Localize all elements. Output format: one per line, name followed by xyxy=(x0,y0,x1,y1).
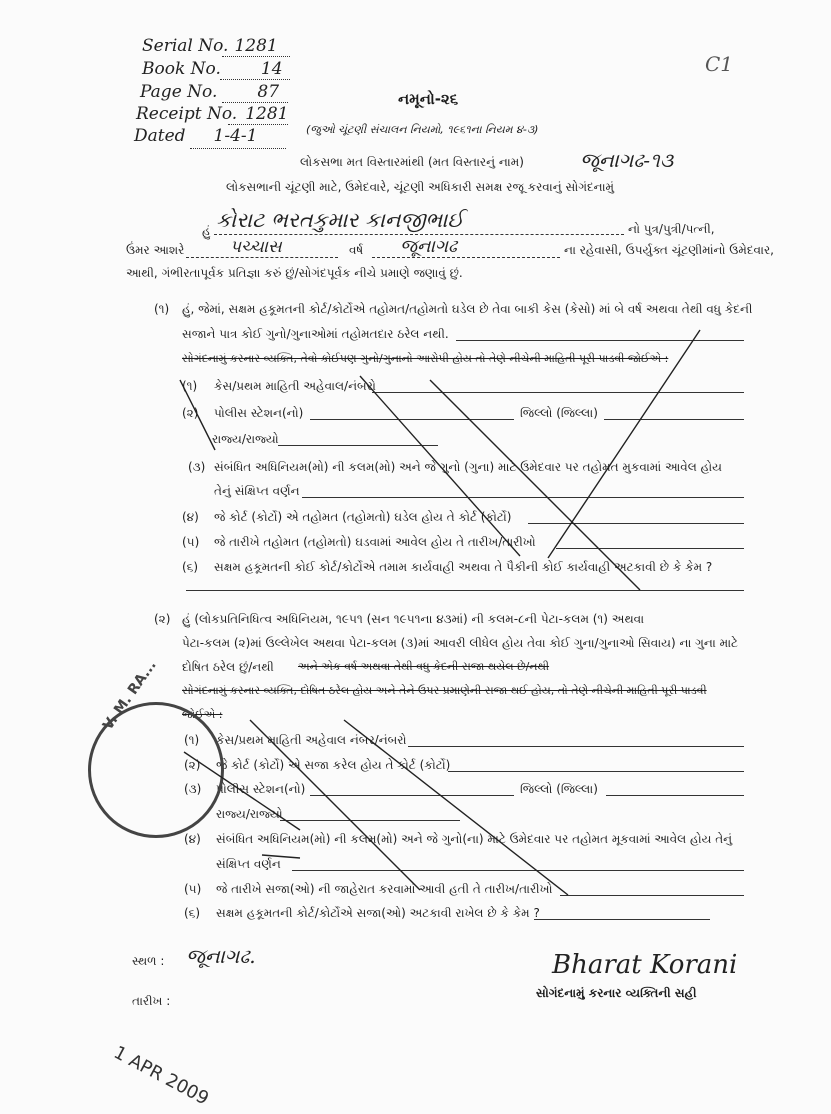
section1-struck: સોગંદનામું કરનાર વ્યક્તિ, તેવો કોઈપણ ગુનો/ગુનાનો આરોપી હોય તો તેણે નીચેની માહિતી પૂરી પાડવી જોઈએ : xyxy=(182,352,669,365)
receipt-value: 1281 xyxy=(245,104,289,124)
section1-line1: હું, જેમાં, સક્ષમ હકૂમતની કોર્ટ/કોર્ટોએ તહોમત/તહોમતો ઘડેલ છે તેવા બાકી કેસ (કેસો) માં બે વર્ષ અથવા તેથી વધુ કેદની xyxy=(182,302,753,316)
place-value: જૂનાગઢ. xyxy=(186,944,256,968)
constituency-value: જૂનાગઢ-૧૩ xyxy=(580,148,674,172)
s2-item5-num: (૫) xyxy=(184,882,202,896)
s2-item1: કેસ/પ્રથમ માહિતી અહેવાલ નંબર/નંબરો xyxy=(216,733,407,747)
oath-line: આથી, ગંભીરતાપૂર્વક પ્રતિજ્ઞા કરું છું/સોગંદપૂર્વક નીચે પ્રમાણે જણાવું છું. xyxy=(126,266,463,280)
s2-state: રાજ્ય/રાજ્યો xyxy=(216,807,283,821)
section2-line1: હું (લોકપ્રતિનિધિત્વ અધિનિયમ, ૧૯૫૧ (સન ૧૯૫૧ના ૪૩માં) ની કલમ-૮ની પેટા-કલમ (૧) અથવા xyxy=(182,612,645,626)
page-label: Page No. xyxy=(140,82,218,102)
section1-number: (૧) xyxy=(154,302,170,316)
s1-item5: જે તારીખે તહોમત (તહોમતો) ઘડવામાં આવેલ હોય તે તારીખ/તારીખો xyxy=(214,535,536,549)
strike-stroke-f xyxy=(250,720,420,890)
s2-item4-desc: સંક્ષિપ્ત વર્ણન xyxy=(216,857,281,871)
s1-item3-desc: તેનું સંક્ષિપ્ત વર્ણન xyxy=(214,484,300,498)
date-stamp: 1 APR 2009 xyxy=(110,1042,213,1110)
section2-line3a: દોષિત ઠરેલ છું/નથી xyxy=(182,660,274,674)
s1-item3: સંબંધિત અધિનિયમ(મો) ની કલમ(મો) અને જે ગુનો (ગુના) માટે ઉમેદવાર પર તહોમત મુકવામાં આવેલ હોય xyxy=(214,460,722,474)
residence-suffix: ના રહેવાસી, ઉપર્યુક્ત ચૂંટણીમાંનો ઉમેદવાર, xyxy=(564,243,774,257)
declarant-name: કોરાટ ભરતકુમાર કાનજીભાઈ xyxy=(216,208,464,232)
strike-stroke-b xyxy=(360,376,520,556)
dated-label: Dated xyxy=(134,126,186,146)
s1-item2: પોલીસ સ્ટેશન(નો) xyxy=(214,406,304,420)
residence-value: જૂનાગઢ xyxy=(400,236,457,257)
s1-item1-num: (૧) xyxy=(182,379,198,393)
s2-item1-num: (૧) xyxy=(184,733,200,747)
s1-item2-num: (૨) xyxy=(182,406,199,420)
strike-stroke-d xyxy=(548,330,700,558)
section2-struck1: સોગંદનામું કરનાર વ્યક્તિ, દોષિત ઠરેલ હોય અને તેને ઉપર પ્રમાણેની સજા થઈ હોય, તો તેણે નીચેની માહિતી પૂરી પાડવી xyxy=(182,684,707,697)
relation-suffix: નો પુત્ર/પુત્રી/પત્ની, xyxy=(628,222,715,236)
section2-number: (૨) xyxy=(154,612,171,626)
s2-item3: પોલીસ સ્ટેશન(નો) xyxy=(216,782,306,796)
declarant-prefix: હું xyxy=(202,224,211,238)
place-label: સ્થળ : xyxy=(132,954,165,968)
s2-item4: સંબંધિત અધિનિયમ(મો) ની કલમ(મો) અને જે ગુનો(ના) માટે ઉમેદવાર પર તહોમત મૂકવામાં આવેલ હોય તેનું xyxy=(216,832,733,846)
signature: Bharat Korani xyxy=(552,950,738,980)
page-value: 87 xyxy=(257,82,280,102)
strike-stroke-a xyxy=(180,380,215,450)
years-label: વર્ષ xyxy=(349,243,364,257)
s1-item5-num: (૫) xyxy=(182,535,200,549)
affidavit-heading: લોકસભાની ચૂંટણી માટે, ઉમેદવારે, ચૂંટણી અધિકારી સમક્ષ રજૂ કરવાનું સોગંદનામું xyxy=(226,180,615,194)
dated-value: 1-4-1 xyxy=(213,126,258,146)
book-value: 14 xyxy=(260,59,283,79)
section2-struck2: જોઈએ : xyxy=(182,708,223,721)
s1-item6-num: (૬) xyxy=(182,560,199,574)
s2-item3-district: જિલ્લો (જિલ્લા) xyxy=(520,782,598,796)
s1-item4-num: (૪) xyxy=(182,510,199,524)
form-title: નમૂનો-૨૬ xyxy=(398,90,459,108)
s2-item5: જે તારીખે સજા(ઓ) ની જાહેરાત કરવામાં આવી હતી તે તારીખ/તારીખો xyxy=(216,882,553,896)
s1-state: રાજ્ય/રાજ્યો xyxy=(212,432,279,446)
section2-line3b: અને એક વર્ષ અથવા તેથી વધુ કેદની સજા થયેલ છે/નથી xyxy=(298,660,550,673)
s2-item4-num: (૪) xyxy=(184,832,201,846)
book-label: Book No. xyxy=(142,59,221,79)
s2-item2-num: (૨) xyxy=(184,758,201,772)
age-label: ઉંમર આશરે xyxy=(126,243,185,257)
seal-text: V. M. RA... xyxy=(100,657,160,734)
receipt-label: Receipt No. xyxy=(136,104,238,124)
strike-stroke-g xyxy=(344,720,568,895)
s2-item2: જે કોર્ટ (કોર્ટો) એ સજા કરેલ હોય તે કોર્ટ (કોર્ટો) xyxy=(216,758,451,772)
s1-item3-num: (૩) xyxy=(188,460,206,474)
strike-stroke-h xyxy=(262,855,300,858)
strike-stroke-c xyxy=(430,380,640,590)
date-label: તારીખ : xyxy=(132,994,171,1008)
serial-value: 1281 xyxy=(234,36,278,56)
s1-item6: સક્ષમ હકૂમતની કોઈ કોર્ટ/કોર્ટોએ તમામ કાર્યવાહી અથવા તે પૈકીની કોઈ કાર્યવાહી અટકાવી છે કે કેમ ? xyxy=(214,560,713,574)
form-subtitle: (જુઓ ચૂંટણી સંચાલન નિયમો, ૧૯૬૧ના નિયમ ૪-૩) xyxy=(306,123,539,136)
s2-item3-num: (૩) xyxy=(184,782,202,796)
age-value: પચ્ચાસ xyxy=(230,237,282,257)
corner-mark: C1 xyxy=(705,52,734,76)
s1-item1: કેસ/પ્રથમ માહિતી અહેવાલ/નંબરો xyxy=(214,379,376,393)
signature-caption: સોગંદનામું કરનાર વ્યક્તિની સહી xyxy=(536,986,697,1000)
s2-item6-num: (૬) xyxy=(184,906,201,920)
s1-item2-district: જિલ્લો (જિલ્લા) xyxy=(520,406,598,420)
constituency-label: લોકસભા મત વિસ્તારમાંથી (મત વિસ્તારનું નામ) xyxy=(300,155,524,169)
strike-stroke-e xyxy=(184,752,300,830)
s2-item6: સક્ષમ હકૂમતની કોર્ટ/કોર્ટોએ સજા(ઓ) અટકાવી રાખેલ છે કે કેમ ? xyxy=(216,906,540,920)
s1-item4: જે કોર્ટ (કોર્ટો) એ તહોમત (તહોમતો) ઘડેલ હોય તે કોર્ટ (કોર્ટો) xyxy=(214,510,512,524)
serial-label: Serial No. xyxy=(142,36,229,56)
section1-line2: સજાને પાત્ર કોઈ ગુનો/ગુનાઓમાં તહોમતદાર ઠરેલ નથી. xyxy=(182,327,449,341)
section2-line2: પેટા-કલમ (૨)માં ઉલ્લેખેલ અથવા પેટા-કલમ (૩)માં આવરી લીધેલ હોય તેવા કોઈ ગુના/ગુનાઓ સિવાય) ના ગુના માટે xyxy=(182,636,739,650)
